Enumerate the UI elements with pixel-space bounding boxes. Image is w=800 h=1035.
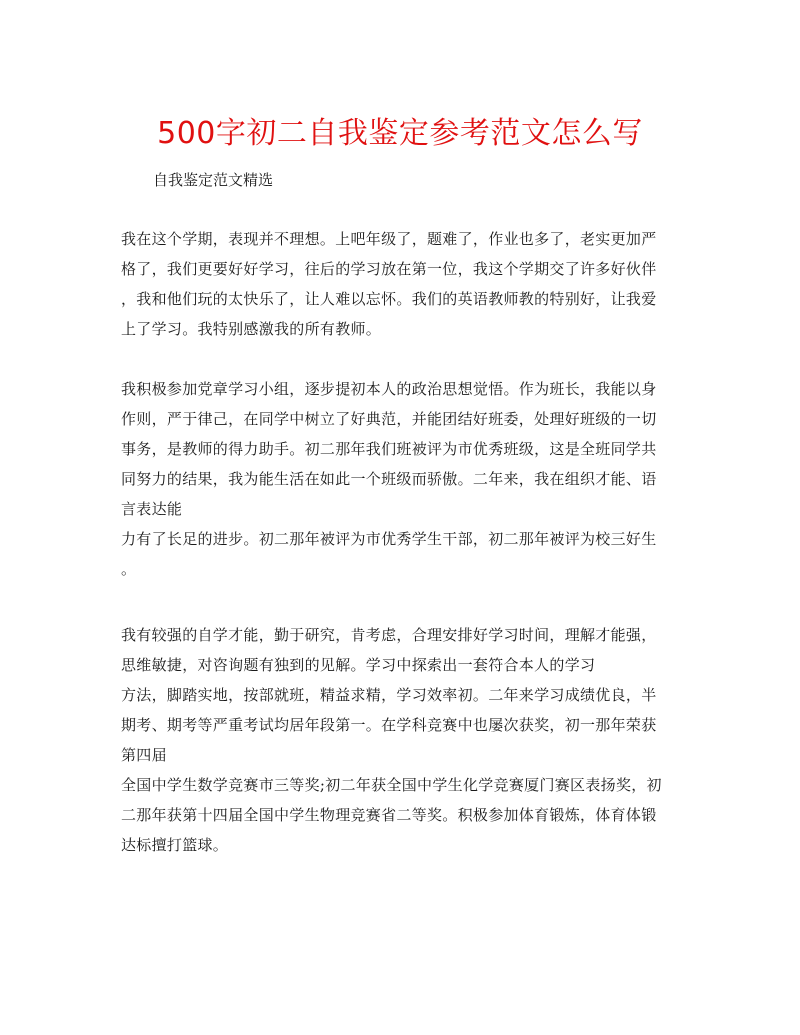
paragraph-line: 。	[121, 560, 137, 578]
paragraph-line: 期考、期考等严重考试均居年段第一。在学科竞赛中也屡次获奖，初一那年荣获	[121, 716, 657, 734]
paragraph-1	[121, 227, 681, 341]
document-title: 500字初二自我鉴定参考范文怎么写	[157, 116, 643, 151]
paragraph-line: 事务，是教师的得力助手。初二那年我们班被评为市优秀班级，这是全班同学共	[121, 440, 657, 458]
paragraph-2	[121, 377, 681, 581]
paragraph-line: 我在这个学期，表现并不理想。上吧年级了，题难了，作业也多了，老实更加严	[121, 230, 657, 248]
paragraph-line: 全国中学生数学竞赛市三等奖;初二年获全国中学生化学竞赛厦门赛区表扬奖，初	[121, 776, 662, 794]
paragraph-line: 力有了长足的进步。初二那年被评为市优秀学生干部，初二那年被评为校三好生	[121, 530, 657, 548]
paragraph-line: ，我和他们玩的太快乐了，让人难以忘怀。我们的英语教师教的特别好，让我爱	[121, 290, 657, 308]
paragraph-line: 达标擅打篮球。	[121, 836, 229, 854]
paragraph-line: 我有较强的自学才能，勤于研究，肯考虑，合理安排好学习时间，理解才能强，	[121, 626, 657, 644]
paragraph-line: 二那年获第十四届全国中学生物理竞赛省二等奖。积极参加体育锻炼，体育体锻	[121, 806, 657, 824]
paragraph-line: 同努力的结果，我为能生活在如此一个班级而骄傲。二年来，我在组织才能、语	[121, 470, 657, 488]
paragraph-line: 作则，严于律己，在同学中树立了好典范，并能团结好班委，处理好班级的一切	[121, 410, 657, 428]
paragraph-line: 我积极参加党章学习小组，逐步提初本人的政治思想觉悟。作为班长，我能以身	[121, 380, 657, 398]
paragraph-line: 方法，脚踏实地，按部就班，精益求精，学习效率初。二年来学习成绩优良，半	[121, 686, 657, 704]
paragraph-line: 第四届	[121, 746, 167, 764]
paragraph-line: 上了学习。我特别感激我的所有教师。	[121, 320, 382, 338]
paragraph-line: 言表达能	[121, 500, 183, 518]
document-subtitle: 自我鉴定范文精选	[153, 171, 274, 189]
paragraph-3	[121, 623, 681, 857]
paragraph-line: 思维敏捷，对咨询题有独到的见解。学习中探索出一套符合本人的学习	[121, 656, 596, 674]
paragraph-line: 格了，我们更要好好学习，往后的学习放在第一位，我这个学期交了许多好伙伴	[121, 260, 657, 278]
